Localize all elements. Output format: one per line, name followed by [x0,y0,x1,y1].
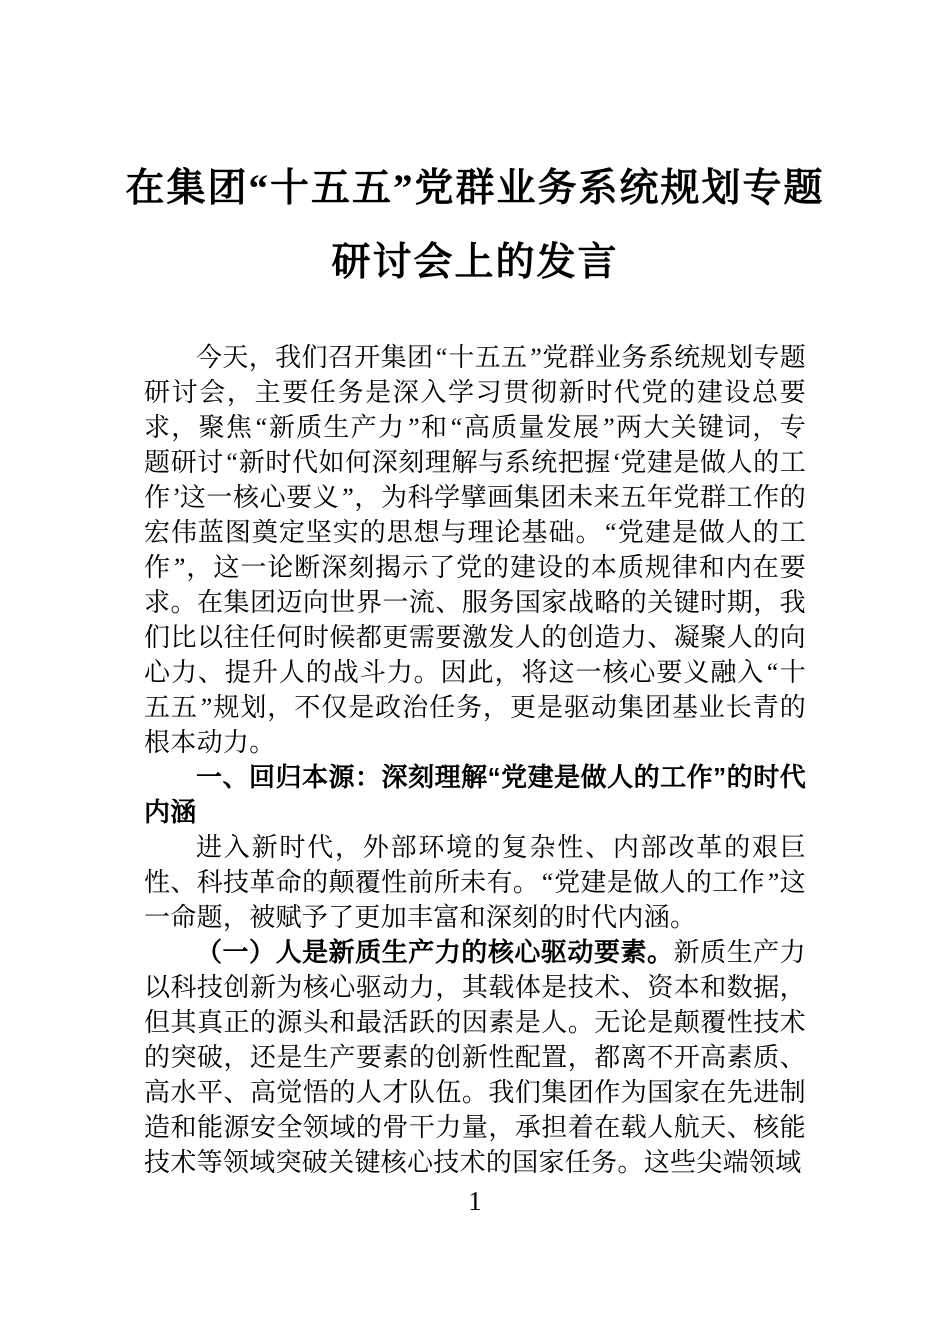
document-body [144,340,806,1180]
document-title-line-1: 在集团“十五五”党群业务系统规划专题 [125,167,825,210]
point-1-lead: （一）人是新质生产力的核心驱动要素。 [196,938,674,967]
paragraph-point-1 [144,935,806,1180]
section-heading-1: 一、回归本源：深刻理解“党建是做人的工作”的时代内涵 [144,762,806,827]
document-title-line-2: 研讨会上的发言 [331,241,619,284]
point-1-text: 新质生产力以科技创新为核心驱动力，其载体是技术、资本和数据，但其真正的源头和最活跃的因素是人。无论是颠覆性技术的突破，还是生产要素的创新性配置，都离不开高素质、高水平、高觉悟的人才队伍。我们集团作为国家在先进制造和能源安全领域的骨干力量，承担着在载人航天、核能技术等领域突破关键核心技术的国家任务。这些尖端领域 [144,938,806,1177]
paragraph-section1-intro: 进入新时代，外部环境的复杂性、内部改革的艰巨性、科技革命的颠覆性前所未有。“党建是做人的工作”这一命题，被赋予了更加丰富和深刻的时代内涵。 [144,833,806,932]
document-title [0,0,950,300]
paragraph-intro: 今天，我们召开集团“十五五”党群业务系统规划专题研讨会，主要任务是深入学习贯彻新时代党的建设总要求，聚焦“新质生产力”和“高质量发展”两大关键词，专题研讨“新时代如何深刻理解与系统把握‘党建是做人的工作’这一核心要义”，为科学擘画集团未来五年党群工作的宏伟蓝图奠定坚实的思想与理论基础。“党建是做人的工作”，这一论断深刻揭示了党的建设的本质规律和内在要求。在集团迈向世界一流、服务国家战略的关键时期，我们比以往任何时候都更需要激发人的创造力、凝聚人的向心力、提升人的战斗力。因此，将这一核心要义融入“十五五”规划，不仅是政治任务，更是驱动集团基业长青的根本动力。 [144,343,806,757]
page-number: 1 [468,1186,482,1216]
